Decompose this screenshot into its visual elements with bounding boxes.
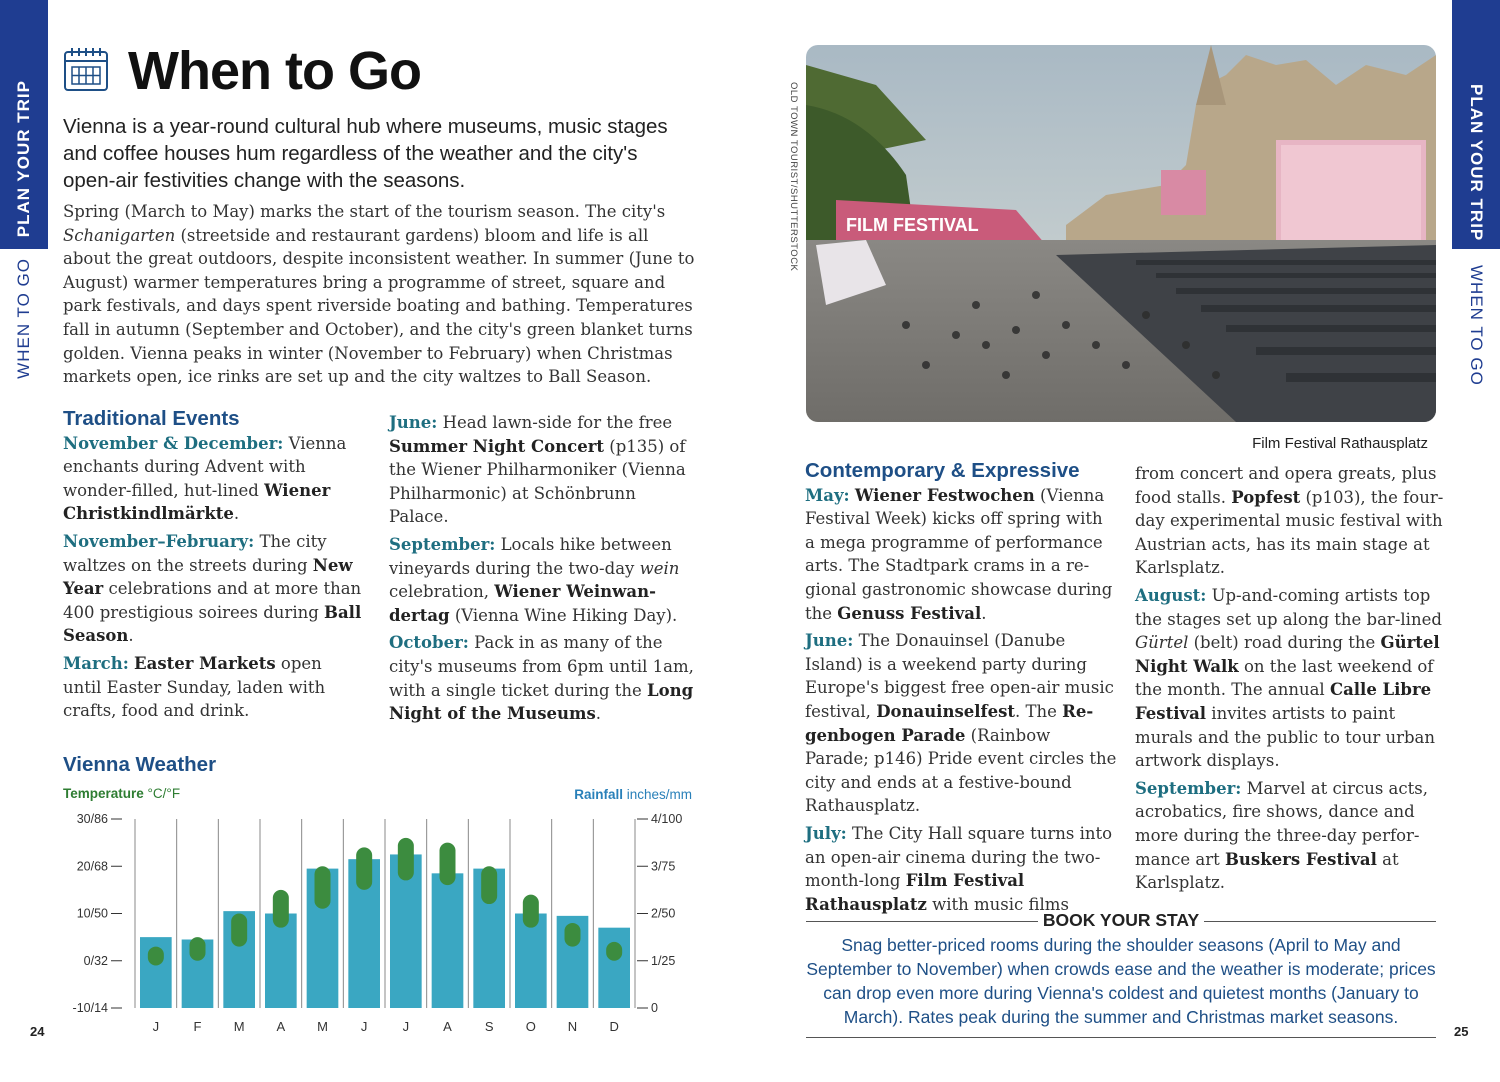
- book-divider-bottom: [806, 1037, 1436, 1038]
- event-july-continued: [1135, 462, 1445, 580]
- event-text: with music films: [926, 894, 1069, 914]
- temperature-range: [481, 866, 497, 904]
- right-tick-label: 2/50: [651, 906, 676, 921]
- event-text: .: [595, 704, 601, 724]
- event-september-contemporary: [1135, 777, 1445, 895]
- event-text: Marvel at circus acts, acrobatics, fire shows, dance and more during the three-day perfor-mance art: [1135, 778, 1428, 869]
- event-text: from concert and opera greats, plus food stalls.: [1135, 464, 1437, 507]
- event-name: Calle Libre Festival: [1135, 680, 1432, 723]
- side-tab-plan-your-trip-right[interactable]: [1452, 0, 1500, 249]
- event-text: .: [128, 626, 134, 646]
- month-label: M: [233, 1019, 245, 1034]
- section-heading-traditional: Traditional Events: [63, 407, 240, 430]
- temperature-range: [440, 843, 456, 886]
- month-label: A: [443, 1019, 452, 1034]
- calendar-icon: [63, 46, 109, 92]
- weather-chart: [60, 805, 700, 1040]
- event-text: (p135) of the Wiener Philharmoniker (Vienna Philharmonic) at Schönbrunn Palace.: [389, 436, 686, 527]
- month-label: J: [360, 1019, 368, 1034]
- temperature-range: [231, 914, 247, 947]
- event-nov-dec: [63, 432, 363, 526]
- event-text: Locals hike between vineyards during the two-day: [389, 534, 672, 578]
- event-text: celebration,: [389, 582, 495, 602]
- event-october: [389, 631, 699, 725]
- book-text: Snag better-priced rooms during the shoulder seasons (April to May and September to November) when crowds ease and the weather is moderate; prices can drop even more during Vienna's coldest and quietest months (January to March). Rates peak during the summer and Christmas market seasons.: [806, 935, 1436, 1027]
- event-name: Wiener Christkindlmärkte: [63, 480, 331, 524]
- book-your-stay-box: [806, 910, 1436, 1040]
- page-number-left: 24: [30, 1024, 45, 1039]
- event-name: New Year: [63, 555, 353, 599]
- hero-photo: [806, 45, 1436, 422]
- temperature-range: [398, 838, 414, 881]
- side-tab-label: WHEN TO GO: [1467, 265, 1486, 386]
- event-name: Film Festival Rathausplatz: [805, 871, 1025, 914]
- event-text: (Rainbow Parade; p146) Pride event circles the city and ends at a festive-bound Rathausplatz.: [805, 725, 1117, 816]
- page-number-right: 25: [1454, 1024, 1469, 1039]
- event-nov-feb: [63, 530, 363, 648]
- body-italic: Schanigarten: [63, 225, 176, 245]
- event-label: August:: [1135, 585, 1207, 605]
- month-label: A: [276, 1019, 286, 1034]
- event-text: at Karlsplatz.: [1135, 849, 1399, 893]
- side-tab-label: PLAN YOUR TRIP: [1467, 84, 1486, 242]
- event-text: (p103), the four-day experimental music festival with Austrian acts, has its main stage at Karlsplatz.: [1135, 487, 1444, 578]
- rainfall-bar: [432, 873, 464, 1008]
- event-text: .: [981, 603, 987, 623]
- event-text: Vienna enchants during Advent with wonder-filled, hut-lined: [63, 433, 347, 500]
- left-tick-label: 0/32: [83, 953, 108, 968]
- temperature-range: [565, 923, 581, 947]
- side-tab-plan-your-trip[interactable]: [0, 0, 48, 249]
- photo-sign-text: FILM FESTIVAL: [846, 215, 979, 235]
- event-name: Popfest: [1231, 487, 1301, 507]
- temperature-axis-title: [63, 786, 180, 801]
- right-tick-label: 3/75: [651, 859, 676, 874]
- event-label: March:: [63, 653, 129, 673]
- event-name: Buskers Festival: [1224, 849, 1377, 869]
- event-label: October:: [389, 633, 469, 653]
- event-italic: wein: [639, 558, 680, 578]
- event-label: June:: [805, 631, 854, 651]
- right-tick-label: 4/100: [651, 812, 683, 826]
- body-paragraph: [63, 200, 695, 389]
- event-september: [389, 533, 699, 627]
- event-text: open until Easter Sunday, laden with crafts, food and drink.: [63, 653, 326, 721]
- page-title: When to Go: [128, 41, 421, 101]
- left-tick-label: 10/50: [76, 906, 108, 921]
- event-label: July:: [805, 823, 847, 843]
- temperature-range: [606, 942, 622, 961]
- rainfall-label: Rainfall: [574, 787, 623, 802]
- event-label: September:: [389, 534, 496, 554]
- event-text: . The: [1015, 701, 1063, 721]
- temperature-range: [273, 890, 289, 928]
- event-name: Easter Markets: [134, 653, 276, 673]
- month-label: F: [193, 1019, 202, 1034]
- right-tick-label: 1/25: [651, 953, 676, 968]
- event-text: on the last weekend of the month. The annual: [1135, 656, 1434, 700]
- month-label: D: [609, 1019, 619, 1034]
- event-text: The city waltzes on the streets during: [63, 531, 327, 575]
- event-name: Gürtel Night Walk: [1135, 633, 1440, 676]
- event-name: Long Night of the Museums: [389, 680, 694, 724]
- month-label: O: [525, 1019, 536, 1034]
- event-text: invites artists to paint murals and the public to tour urban artwork displays.: [1135, 703, 1435, 771]
- event-italic: Gürtel: [1135, 633, 1189, 653]
- rainfall-axis-title: [574, 787, 692, 802]
- event-name: Ball Season: [63, 602, 362, 646]
- contemporary-column-1: [805, 459, 1117, 920]
- month-label: S: [484, 1019, 494, 1034]
- rainfall-bar: [598, 928, 630, 1008]
- event-text: (Vienna Festival Week) kicks off spring with a mega programme of performance arts. The Stadtpark crams in a re-gional gastronomic showcase during the: [805, 485, 1113, 623]
- temperature-range: [315, 866, 331, 909]
- temperature-range: [190, 937, 206, 961]
- left-tick-label: 30/86: [76, 812, 108, 826]
- rainfall-units: inches/mm: [622, 787, 692, 802]
- temperature-label: Temperature: [63, 786, 144, 801]
- right-tick-label: 0: [651, 1001, 658, 1015]
- event-march: [63, 652, 363, 723]
- event-july: [805, 822, 1117, 916]
- event-august: [1135, 584, 1445, 773]
- event-may: [805, 484, 1117, 626]
- photo-credit: OLD TOWN TOURIST/SHUTTERSTOCK: [788, 82, 799, 272]
- event-text: (Vienna Wine Hiking Day).: [449, 605, 678, 625]
- section-heading-weather: Vienna Weather: [63, 753, 217, 776]
- month-label: M: [317, 1019, 328, 1034]
- left-tick-label: 20/68: [76, 859, 108, 874]
- body-text: Spring (March to May) marks the start of the tourism season. The city's: [63, 202, 666, 221]
- intro-paragraph: Vienna is a year-round cultural hub where museums, music stages and coffee houses hum regardless of the weather and the city's open-air festivities change with the seasons.: [63, 115, 668, 192]
- event-name: Wiener Festwochen: [854, 485, 1035, 505]
- event-text: The City Hall square turns into an open-air cinema during the two-month-long: [805, 823, 1113, 891]
- event-name: Donauinselfest: [876, 701, 1016, 721]
- left-tick-label: -10/14: [72, 1001, 108, 1015]
- event-label: May:: [805, 485, 850, 505]
- event-text: The Donauinsel (Danube Island) is a weekend party during Europe's biggest free open-air music festival,: [805, 631, 1114, 721]
- side-tab-when-to-go[interactable]: [0, 249, 48, 389]
- traditional-events-column-2: [389, 411, 699, 730]
- photo-caption: Film Festival Rathausplatz: [1252, 435, 1428, 452]
- traditional-events-column-1: [63, 407, 363, 727]
- temperature-range: [356, 847, 372, 890]
- temperature-units: °C/°F: [143, 786, 181, 801]
- event-name: Summer Night Concert: [389, 436, 605, 456]
- event-name: Genuss Festival: [837, 603, 982, 623]
- event-text: .: [233, 504, 240, 524]
- event-text: (belt) road during the: [1188, 633, 1381, 653]
- event-text: Pack in as many of the city's museums from 6pm until 1am, with a single ticket during the: [389, 633, 694, 700]
- event-name: Re-genbogen Parade: [805, 701, 1094, 745]
- event-name: Wiener Weinwan-dertag: [389, 582, 656, 625]
- contemporary-column-2: [1135, 462, 1445, 899]
- temperature-range: [148, 947, 164, 966]
- body-text: (streetside and restaurant gardens) bloom and life is all about the great outdoors, despite inconsistent weather. In summer (June to August) warmer temperatures bring a programme of street, square and park festivals, and days spent riverside boating and bathing. Temperatures fall in autumn (September and October), and the city's green blanket turns golden. Vienna peaks in winter (November to February) when Christmas markets open, ice rinks are set up and the city waltzes to Ball Season.: [63, 225, 695, 387]
- month-label: N: [567, 1019, 578, 1034]
- month-label: J: [402, 1019, 410, 1034]
- section-heading-contemporary: Contemporary & Expressive: [805, 459, 1080, 482]
- event-label: November & December:: [63, 433, 284, 453]
- side-tab-label: WHEN TO GO: [14, 258, 33, 379]
- month-label: J: [152, 1019, 160, 1034]
- event-label: June:: [389, 413, 438, 432]
- event-text: celebrations and at more than 400 prestigious soirees during: [63, 579, 362, 622]
- event-label: September:: [1135, 778, 1242, 798]
- temperature-range: [523, 895, 539, 928]
- event-text: Head lawn-side for the free: [437, 413, 673, 432]
- event-text: Up-and-coming artists top the stages set up along the bar-lined: [1135, 585, 1442, 629]
- book-heading: BOOK YOUR STAY: [1042, 910, 1200, 930]
- event-label: November–February:: [63, 531, 255, 551]
- event-june: [389, 411, 699, 529]
- side-tab-label: PLAN YOUR TRIP: [14, 79, 33, 237]
- event-june-contemporary: [805, 629, 1117, 818]
- side-tab-when-to-go-right[interactable]: [1452, 249, 1500, 389]
